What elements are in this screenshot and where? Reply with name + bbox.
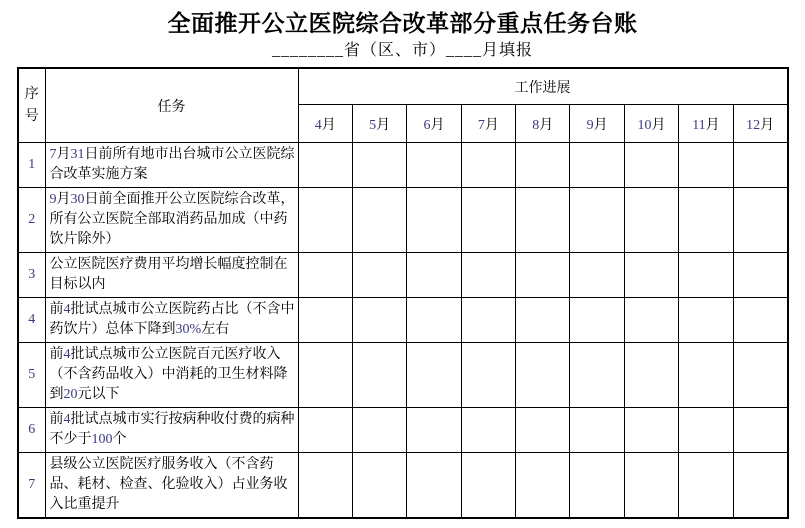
document-title: 全面推开公立医院综合改革部分重点任务台账 [167, 11, 638, 36]
progress-cell [461, 408, 515, 453]
progress-cell [407, 143, 461, 188]
progress-cell [733, 188, 787, 253]
table-row [18, 188, 788, 253]
table-row [18, 298, 788, 343]
progress-cell [352, 453, 406, 519]
progress-cell [352, 408, 406, 453]
progress-cell [352, 188, 406, 253]
progress-cell [298, 143, 352, 188]
progress-cell [679, 253, 733, 298]
progress-cell [516, 343, 570, 408]
progress-cell [570, 143, 624, 188]
header-progress: 工作进展 [298, 68, 788, 105]
progress-cell [298, 188, 352, 253]
progress-cell [624, 408, 678, 453]
header-task: 任务 [45, 68, 298, 143]
progress-cell [461, 343, 515, 408]
progress-cell [679, 453, 733, 519]
progress-cell [733, 253, 787, 298]
progress-cell [352, 343, 406, 408]
progress-cell [516, 453, 570, 519]
task-text: 县级公立医院医疗服务收入（不含药品、耗材、检查、化验收入）占业务收入比重提升 [45, 453, 298, 519]
progress-cell [570, 188, 624, 253]
progress-cell [570, 298, 624, 343]
task-text: 前4批试点城市实行按病种收付费的病种不少于100个 [45, 408, 298, 453]
progress-cell [624, 298, 678, 343]
progress-cell [407, 453, 461, 519]
progress-cell [624, 343, 678, 408]
header-seq: 序号 [18, 68, 45, 143]
task-text: 公立医院医疗费用平均增长幅度控制在目标以内 [45, 253, 298, 298]
row-number: 7 [18, 453, 45, 519]
progress-cell [516, 143, 570, 188]
progress-cell [679, 143, 733, 188]
header-month-oct: 10月 [624, 105, 678, 143]
header-month-aug: 8月 [516, 105, 570, 143]
table-row [18, 253, 788, 298]
progress-cell [733, 408, 787, 453]
progress-cell [298, 453, 352, 519]
row-number: 1 [18, 143, 45, 188]
row-number: 2 [18, 188, 45, 253]
progress-cell [407, 253, 461, 298]
progress-cell [733, 343, 787, 408]
header-month-sep: 9月 [570, 105, 624, 143]
row-number: 4 [18, 298, 45, 343]
progress-cell [407, 408, 461, 453]
progress-cell [298, 298, 352, 343]
progress-cell [298, 343, 352, 408]
progress-cell [298, 253, 352, 298]
progress-cell [624, 143, 678, 188]
progress-cell [733, 143, 787, 188]
progress-cell [461, 143, 515, 188]
task-ledger-table [17, 67, 789, 519]
progress-cell [570, 343, 624, 408]
progress-cell [516, 298, 570, 343]
progress-cell [679, 408, 733, 453]
progress-cell [516, 188, 570, 253]
header-month-jul: 7月 [461, 105, 515, 143]
header-month-may: 5月 [352, 105, 406, 143]
progress-cell [407, 298, 461, 343]
progress-cell [679, 188, 733, 253]
progress-cell [352, 143, 406, 188]
row-number: 6 [18, 408, 45, 453]
progress-cell [624, 453, 678, 519]
progress-cell [461, 453, 515, 519]
header-month-apr: 4月 [298, 105, 352, 143]
progress-cell [624, 188, 678, 253]
progress-cell [352, 253, 406, 298]
progress-cell [733, 453, 787, 519]
progress-cell [679, 298, 733, 343]
progress-cell [352, 298, 406, 343]
progress-cell [461, 188, 515, 253]
task-text: 9月30日前全面推开公立医院综合改革，所有公立医院全部取消药品加成（中药饮片除外） [45, 188, 298, 253]
row-number: 5 [18, 343, 45, 408]
progress-cell [624, 253, 678, 298]
header-month-jun: 6月 [407, 105, 461, 143]
progress-cell [461, 253, 515, 298]
task-text: 7月31日前所有地市出台城市公立医院综合改革实施方案 [45, 143, 298, 188]
progress-cell [516, 408, 570, 453]
table-row [18, 343, 788, 408]
table-row [18, 453, 788, 519]
table-row [18, 408, 788, 453]
header-month-nov: 11月 [679, 105, 733, 143]
progress-cell [570, 453, 624, 519]
progress-cell [516, 253, 570, 298]
progress-cell [570, 253, 624, 298]
progress-cell [407, 343, 461, 408]
progress-cell [461, 298, 515, 343]
progress-cell [733, 298, 787, 343]
task-text: 前4批试点城市公立医院百元医疗收入（不含药品收入）中消耗的卫生材料降到20元以下 [45, 343, 298, 408]
header-month-dec: 12月 [733, 105, 787, 143]
progress-cell [570, 408, 624, 453]
progress-cell [298, 408, 352, 453]
row-number: 3 [18, 253, 45, 298]
task-text: 前4批试点城市公立医院药占比（不含中药饮片）总体下降到30%左右 [45, 298, 298, 343]
progress-cell [407, 188, 461, 253]
document-subtitle: ________省（区、市）____月填报 [271, 42, 533, 59]
progress-cell [679, 343, 733, 408]
table-row [18, 143, 788, 188]
